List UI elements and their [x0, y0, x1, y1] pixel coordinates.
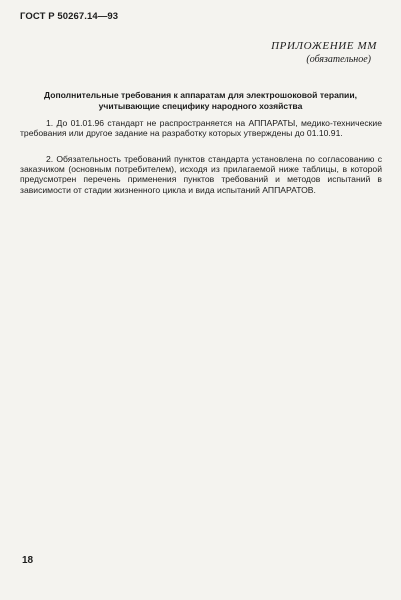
appendix-title: ПРИЛОЖЕНИЕ ММ: [271, 40, 377, 52]
standard-id: ГОСТ Р 50267.14—93: [20, 11, 119, 22]
document-header: [20, 11, 118, 22]
paragraph-2: 2. Обязательность требований пунктов стандарта установлена по согласованию с заказчиком (основным потребителем), исходя из прилагаемой ниже таблицы, в которой предусмотрен перечень применения пунктов требований и методов испытаний в зависимости от стадии жизненного цикла и вида испытаний АППАРАТОВ.: [20, 154, 382, 195]
section-heading-line-1: Дополнительные требования к аппаратам для электрошоковой терапии,: [43, 90, 358, 100]
paragraph-1: 1. До 01.01.96 стандарт не распространяется на АППАРАТЫ, медико-технические требования или другое задание на разработку которых утверждены до 01.10.91.: [20, 118, 382, 139]
page-number: 18: [22, 555, 34, 566]
section-heading: [20, 90, 381, 112]
appendix-label: [271, 40, 377, 66]
section-heading-line-2: учитывающие специфику народного хозяйства: [98, 101, 303, 111]
appendix-subtitle: (обязательное): [306, 54, 371, 65]
